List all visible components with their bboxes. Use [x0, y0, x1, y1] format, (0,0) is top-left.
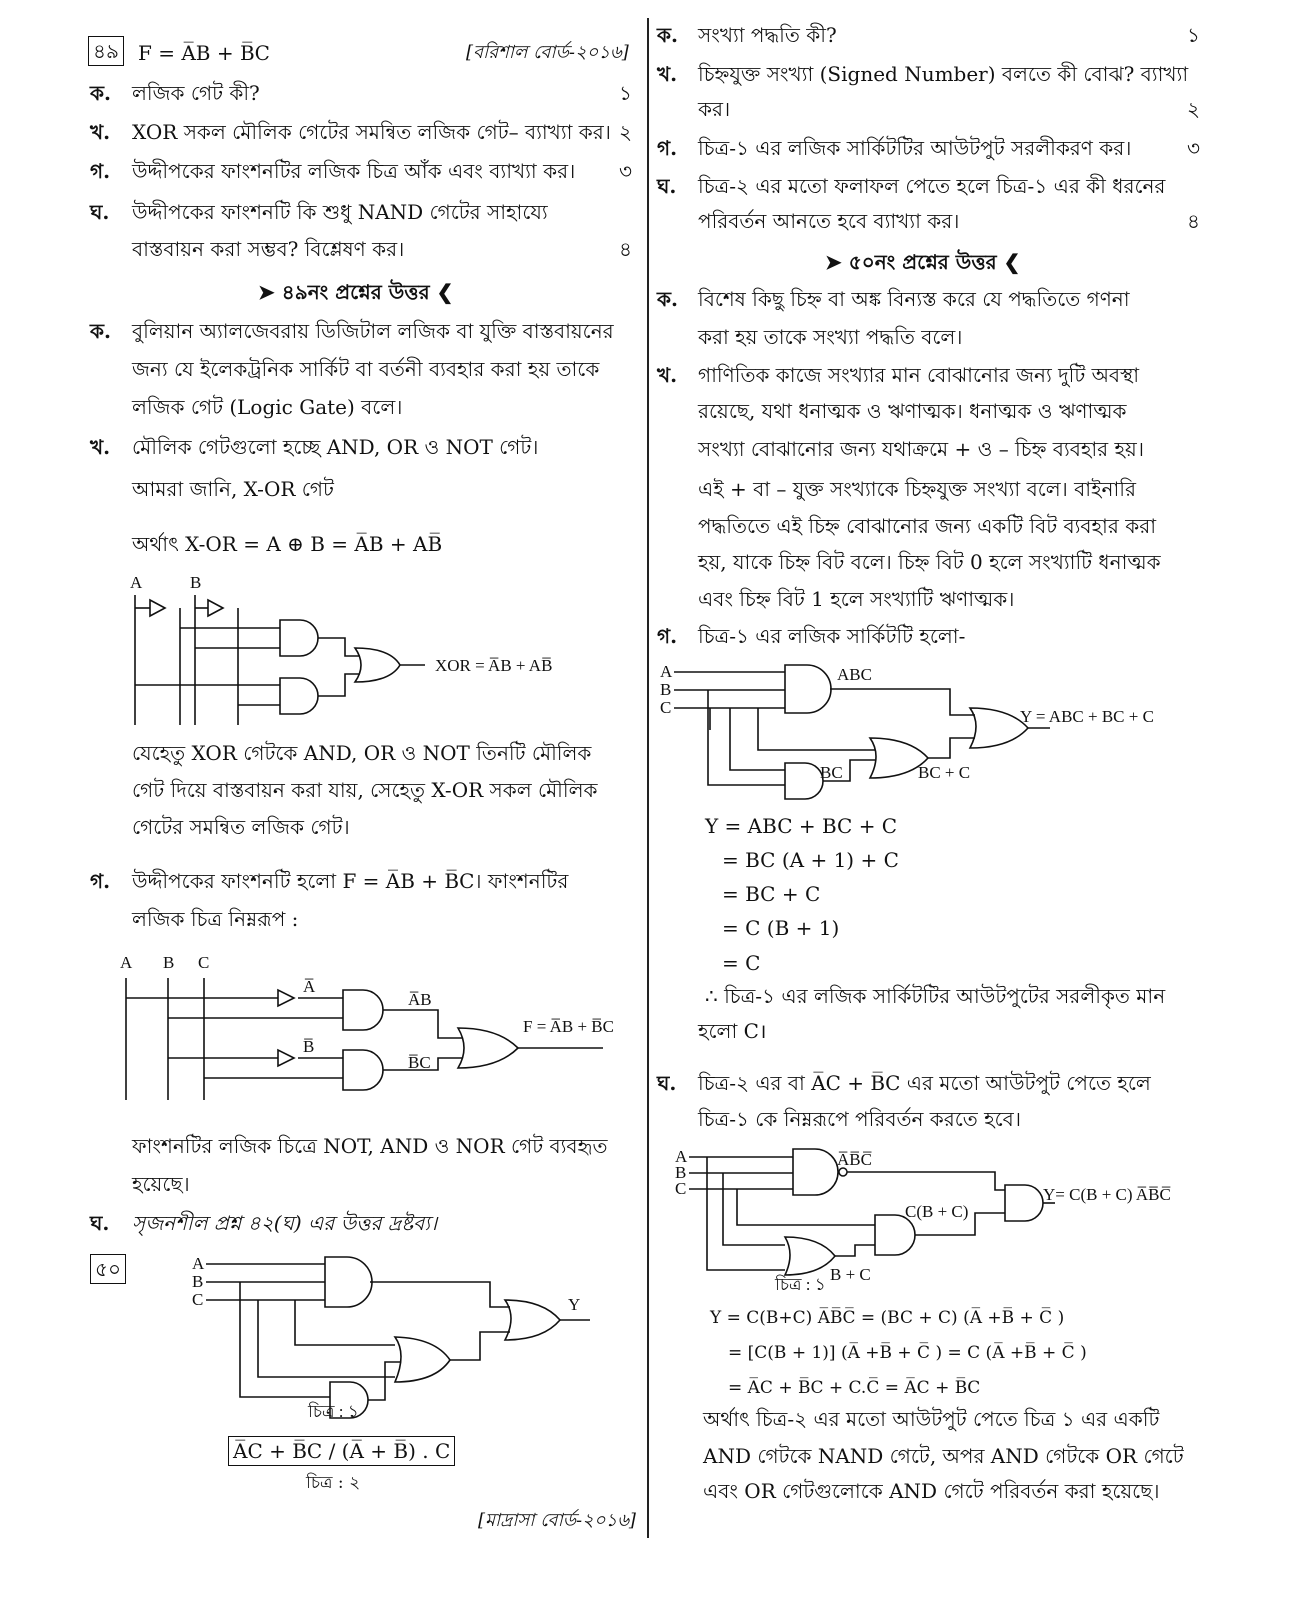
q-mark: ৪	[1187, 209, 1200, 233]
a-text: জন্য যে ইলেকট্রনিক সার্কিট বা বর্তনী ব্যবহার করা হয় তাকে	[132, 357, 600, 381]
equation: Y = C(B+C) A̅B̅C̅ = (BC + C) (A̅ +B̅ + C̅ )	[710, 1308, 1065, 1328]
q-mark: ৩	[618, 159, 632, 183]
not-a-label: A̅	[303, 977, 316, 996]
a-text: ∴ চিত্র-১ এর লজিক সার্কিটটির আউটপুটের সরলীকৃত মান	[705, 984, 1166, 1008]
q-text: পরিবর্তন আনতে হবে ব্যাখ্যা কর।	[698, 209, 960, 233]
logic-gate-symbol	[875, 1215, 915, 1255]
logic-gate-symbol	[150, 600, 165, 616]
modified-circuit-diagram	[675, 1145, 1195, 1295]
circuit-wire	[707, 1157, 785, 1270]
label-b: B	[192, 1272, 204, 1291]
a-text: ফাংশনটির লজিক চিত্রে NOT, AND ও NOR গেট ব্যবহৃত	[132, 1134, 608, 1158]
q-text: চিহ্নযুক্ত সংখ্যা (Signed Number) বলতে কী বোঝ? ব্যাখ্যা	[698, 62, 1189, 86]
a-label: গ.	[657, 624, 678, 648]
q50-board: [মাদ্রাসা বোর্ড-২০১৬]	[478, 1510, 636, 1531]
a-text: বুলিয়ান অ্যালজেবরায় ডিজিটাল লজিক বা যুক্তি বাস্তবায়নের	[132, 319, 614, 343]
q-text: বাস্তবায়ন করা সম্ভব? বিশ্লেষণ কর।	[132, 237, 405, 261]
output-y-label: Y	[568, 1295, 581, 1314]
answer-heading-50: ➤ ৫০নং প্রশ্নের উত্তর ❮	[825, 250, 1021, 274]
label-a: A	[675, 1147, 688, 1166]
a-label: গ.	[90, 869, 111, 893]
a-text: গাণিতিক কাজে সংখ্যার মান বোঝানোর জন্য দুটি অবস্থা	[698, 363, 1140, 387]
logic-gate-symbol	[505, 1300, 560, 1340]
equation: = C (B + 1)	[722, 916, 840, 940]
a-text: আমরা জানি, X-OR গেট	[132, 477, 334, 501]
figure-1-circuit-answer	[660, 660, 1200, 805]
q-mark: ২	[1186, 97, 1200, 121]
logic-gate-symbol	[280, 678, 318, 714]
a-text: অর্থাৎ X-OR = A ⊕ B = A̅B + AB̅	[132, 532, 443, 556]
nand-label: A̅B̅C̅	[837, 1150, 872, 1169]
q-text: XOR সকল মৌলিক গেটের সমন্বিত লজিক গেট– ব্যাখ্যা কর।	[132, 120, 611, 144]
logic-gate-symbol	[278, 990, 294, 1006]
a-text: এবং OR গেটগুলোকে AND গেটে পরিবর্তন করা হয়েছে।	[703, 1479, 1160, 1503]
a-text: মৌলিক গেটগুলো হচ্ছে AND, OR ও NOT গেট।	[132, 435, 539, 459]
a-label: ক.	[657, 287, 678, 311]
a-text: উদ্দীপকের ফাংশনটি হলো F = A̅B + B̅C। ফাংশনটির	[132, 869, 569, 893]
not-b-label: B̅	[303, 1037, 315, 1056]
equation: = BC + C	[722, 882, 821, 906]
circuit-wire	[830, 689, 975, 715]
q-text: কর।	[698, 97, 731, 121]
a-text: হয়েছে।	[132, 1172, 190, 1196]
logic-gate-symbol	[785, 763, 823, 799]
q-label: ঘ.	[657, 174, 677, 198]
a-text: গেটের সমন্বিত লজিক গেট।	[132, 815, 350, 839]
a-label: খ.	[90, 435, 111, 459]
answer-heading-text: ৪৯নং প্রশ্নের উত্তর	[281, 280, 430, 304]
q-text: সংখ্যা পদ্ধতি কী?	[698, 23, 837, 47]
a-text: গেট দিয়ে বাস্তবায়ন করা যায়, সেহেতু X-OR সকল মৌলিক	[132, 778, 598, 802]
label-c: C	[192, 1290, 204, 1309]
label-c: C	[660, 698, 672, 717]
circuit-wire	[723, 1173, 785, 1245]
a-label: ঘ.	[90, 1211, 110, 1235]
label-a: A	[660, 662, 673, 681]
circuit-wire	[370, 1282, 510, 1307]
label-b: B	[163, 953, 175, 972]
circuit-wire	[835, 1245, 875, 1256]
a-text: পদ্ধতিতে এই চিহ্ন বোঝানোর জন্য একটি বিট ব্যবহার করা	[698, 514, 1157, 538]
label-b: B	[660, 680, 672, 699]
a-text: রয়েছে, যথা ধনাত্মক ও ঋণাত্মক। ধনাত্মক ও ঋণাত্মক	[698, 399, 1127, 423]
xor-output-label: XOR = A̅B + AB̅	[435, 656, 553, 675]
or1-label: BC + C	[918, 763, 971, 782]
label-a: A	[120, 953, 133, 972]
a-text: চিত্র-১ কে নিম্নরূপে পরিবর্তন করতে হবে।	[698, 1107, 1021, 1131]
a-text: এবং চিহ্ন বিট 1 হলে সংখ্যাটি ঋণাত্মক।	[698, 587, 1015, 611]
equation: = A̅C + B̅C + C.C̅ = A̅C + B̅C	[728, 1378, 981, 1398]
question-number-49: ৪৯	[88, 36, 124, 66]
label-b: B	[675, 1163, 687, 1182]
and2-label: BC	[820, 763, 843, 782]
logic-gate-symbol	[343, 990, 383, 1030]
logic-gate-symbol	[785, 665, 831, 713]
figure-2-caption: চিত্র : ২	[306, 1473, 361, 1493]
q-text: লজিক গেট কী?	[132, 81, 260, 105]
question-number-50: ৫০	[90, 1254, 126, 1284]
output-label: Y= C(B + C) A̅B̅C̅	[1043, 1185, 1171, 1204]
circuit-wire	[318, 638, 360, 656]
a-text: যেহেতু XOR গেটকে AND, OR ও NOT তিনটি মৌলিক	[132, 741, 592, 765]
q-mark: ১	[1187, 23, 1200, 47]
q-text: চিত্র-২ এর মতো ফলাফল পেতে হলে চিত্র-১ এর কী ধরনের	[698, 174, 1166, 198]
q-label: গ.	[90, 159, 111, 183]
figure-1-caption: চিত্র : ১	[308, 1402, 359, 1421]
a-text: চিত্র-২ এর বা A̅C + B̅C এর মতো আউটপুট পেতে হলে	[698, 1071, 1151, 1095]
or1-label: B + C	[830, 1265, 871, 1284]
a-text: সৃজনশীল প্রশ্ন ৪২(ঘ) এর উত্তর দ্রষ্টব্য।	[132, 1211, 438, 1235]
q-mark: ১	[619, 81, 632, 105]
equation: = [C(B + 1)] (A̅ +B̅ + C̅ ) = C (A̅ +B̅ + C̅ )	[728, 1343, 1087, 1363]
q49-stem: F = A̅B + B̅C	[138, 41, 270, 65]
and1-label: A̅B	[408, 990, 432, 1009]
logic-gate-symbol	[1005, 1185, 1043, 1221]
logic-gate-symbol	[280, 620, 318, 656]
logic-gate-symbol	[208, 600, 223, 616]
q-text: উদ্দীপকের ফাংশনটির লজিক চিত্র আঁক এবং ব্যাখ্যা কর।	[132, 159, 576, 183]
answer-heading-text: ৫০নং প্রশ্নের উত্তর	[848, 250, 997, 274]
a-text: এই + বা – যুক্ত সংখ্যাকে চিহ্নযুক্ত সংখ্যা বলে। বাইনারি	[698, 477, 1136, 501]
logic-gate-symbol	[355, 648, 400, 682]
a-label: খ.	[657, 363, 678, 387]
q-label: ক.	[657, 23, 678, 47]
figure-caption: চিত্র : ১	[775, 1275, 826, 1294]
circuit-wire	[928, 738, 975, 758]
q-text: উদ্দীপকের ফাংশনটি কি শুধু NAND গেটের সাহায্যে	[132, 200, 548, 224]
a-text: লজিক গেট (Logic Gate) বলে।	[132, 395, 403, 419]
output-label: Y = ABC + BC + C	[1020, 707, 1154, 726]
label-c: C	[198, 953, 210, 972]
circuit-wire	[847, 1172, 1005, 1190]
a-label: ক.	[90, 319, 111, 343]
circuit-wire	[758, 708, 875, 750]
a-label: ঘ.	[657, 1071, 677, 1095]
and2-label: C(B + C)	[905, 1202, 969, 1221]
q-label: ক.	[90, 81, 111, 105]
a-text: বিশেষ কিছু চিহ্ন বা অঙ্ক বিন্যস্ত করে যে পদ্ধতিতে গণনা	[698, 287, 1130, 311]
a-text: লজিক চিত্র নিম্নরূপ :	[132, 907, 299, 931]
a-text: করা হয় তাকে সংখ্যা পদ্ধতি বলে।	[698, 325, 963, 349]
equation: = BC (A + 1) + C	[722, 848, 899, 872]
function-output-label: F = A̅B + B̅C	[523, 1017, 614, 1036]
circuit-wire	[383, 1010, 463, 1038]
logic-gate-symbol	[325, 1257, 372, 1307]
q-label: গ.	[657, 136, 678, 160]
a-text: হলো C।	[698, 1019, 767, 1043]
a-text: অর্থাৎ চিত্র-২ এর মতো আউটপুট পেতে চিত্র ১ এর একটি	[703, 1407, 1160, 1431]
circuit-wire	[839, 1168, 847, 1176]
and1-label: ABC	[837, 665, 872, 684]
figure-1-circuit	[190, 1252, 610, 1422]
logic-gate-symbol	[395, 1337, 450, 1382]
equation: = C	[722, 951, 761, 975]
logic-gate-symbol	[785, 1237, 835, 1275]
a-text: চিত্র-১ এর লজিক সার্কিটটি হলো-	[698, 624, 966, 648]
a-text: হয়, যাকে চিহ্ন বিট বলে। চিহ্ন বিট 0 হলে সংখ্যাটি ধনাত্মক	[698, 550, 1161, 574]
label-b: B	[190, 573, 202, 592]
a-text: সংখ্যা বোঝানোর জন্য যথাক্রমে + ও – চিহ্ন ব্যবহার হয়।	[698, 437, 1144, 461]
circuit-wire	[318, 674, 360, 696]
label-c: C	[675, 1179, 687, 1198]
a-text: AND গেটকে NAND গেটে, অপর AND গেটকে OR গেটে	[703, 1444, 1184, 1468]
logic-gate-symbol	[343, 1050, 383, 1090]
q-label: খ.	[657, 62, 678, 86]
xor-circuit-diagram	[120, 570, 620, 730]
answer-heading-49: ➤ ৪৯নং প্রশ্নের উত্তর ❮	[258, 280, 454, 304]
circuit-wire	[450, 1332, 510, 1360]
q-mark: ৩	[1186, 136, 1200, 160]
q-mark: ২	[618, 120, 632, 144]
function-circuit-diagram	[118, 950, 618, 1110]
q49-board: [বরিশাল বোর্ড-২০১৬]	[466, 42, 629, 63]
q-label: ঘ.	[90, 200, 110, 224]
equation: Y = ABC + BC + C	[705, 814, 898, 838]
q-label: খ.	[90, 120, 111, 144]
label-a: A	[130, 573, 143, 592]
column-divider	[647, 18, 649, 1538]
and2-label: B̅C	[408, 1053, 431, 1072]
q-mark: ৪	[619, 237, 632, 261]
logic-gate-symbol	[458, 1028, 518, 1068]
label-a: A	[192, 1254, 205, 1273]
figure-2-formula: A̅C + B̅C / (A̅ + B̅) . C	[228, 1436, 455, 1466]
logic-gate-symbol	[793, 1149, 838, 1195]
circuit-wire	[258, 1300, 395, 1377]
logic-gate-symbol	[278, 1050, 294, 1066]
q-text: চিত্র-১ এর লজিক সার্কিটটির আউটপুট সরলীকরণ কর।	[698, 136, 1132, 160]
